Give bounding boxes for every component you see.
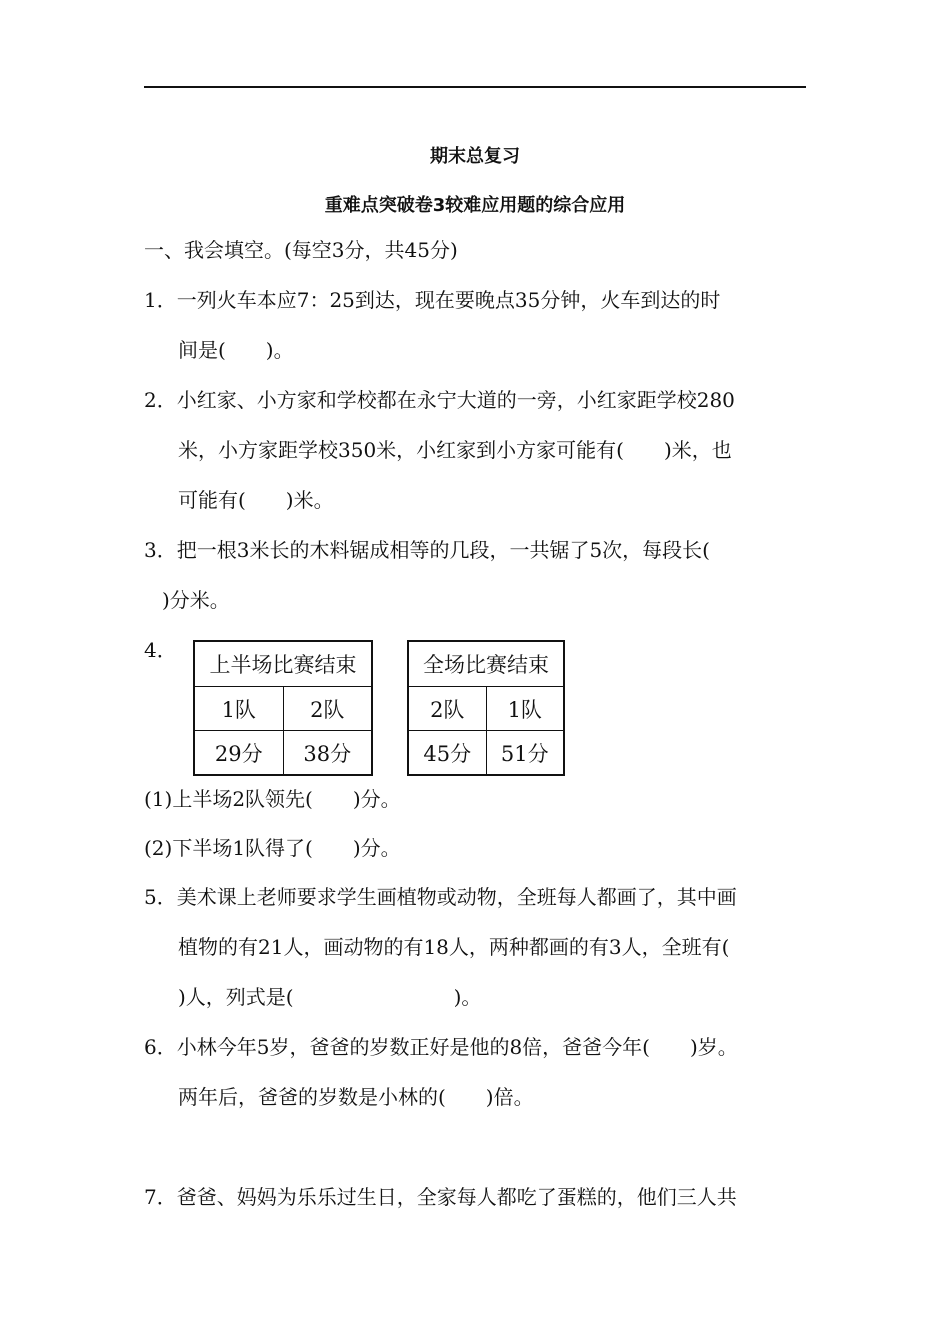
question-5-line-3: )人，列式是( )。 (178, 985, 482, 1009)
first-half-score-table (193, 640, 373, 776)
question-5-line-1: 5．美术课上老师要求学生画植物或动物，全班每人都画了，其中画 (144, 885, 737, 909)
question-2-line-1: 2．小红家、小方家和学校都在永宁大道的一旁，小红家距学校280 (144, 388, 735, 412)
page-title: 期末总复习 (430, 146, 520, 167)
table-cell: 38分 (283, 731, 372, 776)
question-6-line-2: 两年后，爸爸的岁数是小林的( )倍。 (178, 1085, 534, 1109)
question-3-line-2: )分米。 (162, 588, 230, 612)
table-cell: 51分 (486, 731, 564, 776)
question-3-line-1: 3．把一根3米长的木料锯成相等的几段，一共锯了5次，每段长( (144, 538, 710, 562)
section-heading: 一、我会填空。(每空3分，共45分) (144, 238, 458, 262)
table-cell: 2队 (283, 687, 372, 731)
question-4-label: 4． (144, 638, 177, 662)
table-header: 全场比赛结束 (408, 641, 564, 687)
table-header: 上半场比赛结束 (194, 641, 372, 687)
question-1-line-1: 1．一列火车本应7：25到达，现在要晚点35分钟，火车到达的时 (144, 288, 721, 312)
question-2-line-2: 米，小方家距学校350米，小红家到小方家可能有( )米，也 (178, 438, 732, 462)
question-7-line-1: 7．爸爸、妈妈为乐乐过生日，全家每人都吃了蛋糕的，他们三人共 (144, 1185, 737, 1209)
question-6-line-1: 6．小林今年5岁，爸爸的岁数正好是他的8倍，爸爸今年( )岁。 (144, 1035, 738, 1059)
page-subtitle: 重难点突破卷3较难应用题的综合应用 (324, 195, 626, 216)
table-cell: 1队 (486, 687, 564, 731)
question-5-line-2: 植物的有21人，画动物的有18人，两种都画的有3人，全班有( (178, 935, 730, 959)
full-game-score-table (407, 640, 565, 776)
header-rule (144, 86, 806, 88)
table-cell: 45分 (408, 731, 486, 776)
table-cell: 29分 (194, 731, 283, 776)
question-2-line-3: 可能有( )米。 (178, 488, 334, 512)
table-cell: 1队 (194, 687, 283, 731)
question-4-part-1: (1)上半场2队领先( )分。 (144, 787, 401, 811)
table-cell: 2队 (408, 687, 486, 731)
question-4-part-2: (2)下半场1队得了( )分。 (144, 836, 401, 860)
question-1-line-2: 间是( )。 (178, 338, 294, 362)
